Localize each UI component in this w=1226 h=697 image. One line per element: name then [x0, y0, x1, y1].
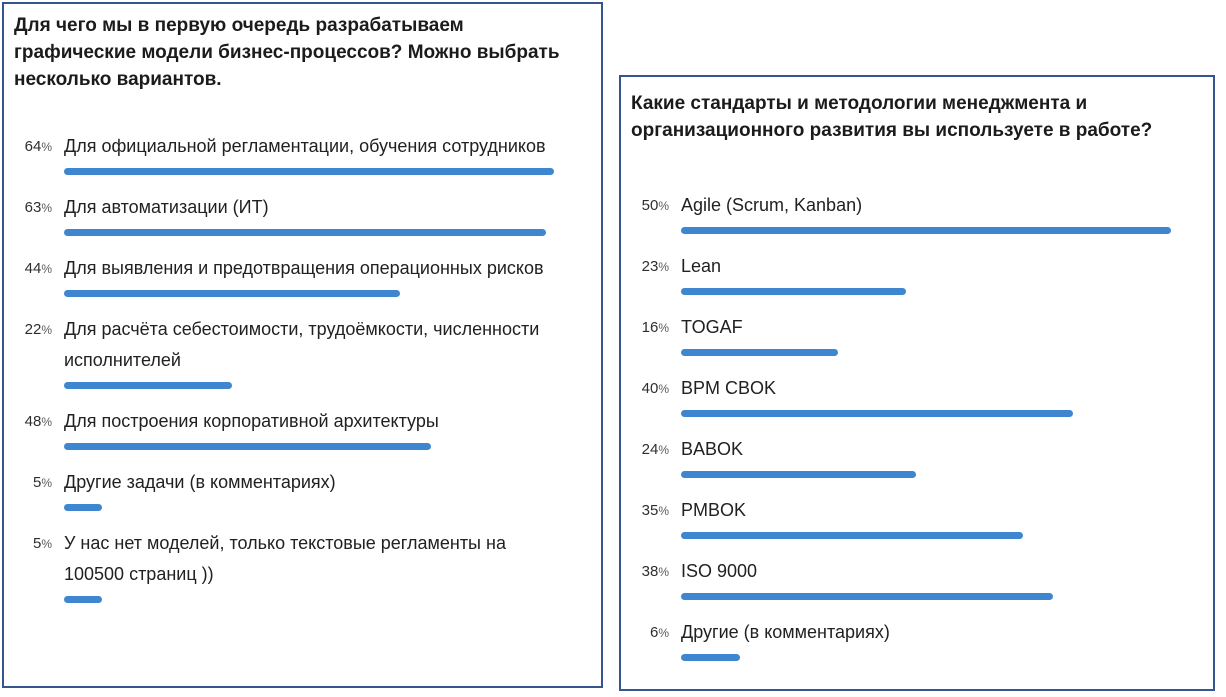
item-cell — [64, 406, 561, 450]
chart-item — [14, 131, 591, 175]
item-percent-label: 64% — [24, 138, 52, 155]
percent-sign: % — [658, 443, 669, 457]
item-label: ISO 9000 — [681, 561, 758, 581]
item-percent-label: 44% — [24, 260, 52, 277]
item-percent-label: 23% — [641, 258, 669, 275]
chart-title: Для чего мы в первую очередь разрабатываем графические модели бизнес-процессов? Можно выбрать несколько вариантов. — [14, 15, 560, 90]
chart-title: Какие стандарты и методологии менеджмента и организационного развития вы используете в работе? — [631, 93, 1153, 141]
chart-item — [14, 192, 591, 236]
chart-item — [631, 617, 1203, 661]
chart-item — [14, 314, 591, 389]
item-cell — [64, 131, 561, 175]
item-cell — [681, 434, 1178, 478]
item-cell — [64, 314, 561, 389]
item-value-bar — [64, 290, 400, 297]
item-value-bar — [681, 532, 1023, 539]
item-value-bar — [681, 227, 1171, 234]
percent-sign: % — [41, 140, 52, 154]
chart-item — [631, 434, 1203, 478]
item-label: Для официальной регламентации, обучения сотрудников — [64, 136, 546, 156]
percent-sign: % — [41, 262, 52, 276]
item-percent-label: 38% — [641, 563, 669, 580]
item-percent-label: 35% — [641, 502, 669, 519]
item-label: Для расчёта себестоимости, трудоёмкости, численности исполнителей — [64, 319, 540, 370]
item-cell — [681, 312, 1178, 356]
chart-item — [14, 528, 591, 603]
item-percent-label: 63% — [24, 199, 52, 216]
item-label: Для выявления и предотвращения операционных рисков — [64, 258, 544, 278]
item-label: Для автоматизации (ИТ) — [64, 197, 269, 217]
item-cell — [681, 556, 1178, 600]
percent-sign: % — [658, 382, 669, 396]
item-cell — [64, 528, 561, 603]
item-cell — [681, 190, 1178, 234]
item-cell — [681, 251, 1178, 295]
chart-item — [14, 406, 591, 450]
item-value-bar — [64, 504, 102, 511]
item-cell — [64, 467, 561, 511]
item-label: Другие (в комментариях) — [681, 622, 890, 642]
chart-item — [631, 190, 1203, 234]
item-percent-label: 6% — [649, 624, 669, 641]
item-value-bar — [681, 593, 1053, 600]
percent-sign: % — [41, 476, 52, 490]
chart-panel-standards — [619, 75, 1215, 691]
item-value-bar — [64, 443, 431, 450]
item-label: Для построения корпоративной архитектуры — [64, 411, 439, 431]
chart-item — [631, 495, 1203, 539]
item-value-bar — [681, 471, 916, 478]
item-cell — [64, 253, 561, 297]
percent-sign: % — [41, 537, 52, 551]
chart-item — [14, 467, 591, 511]
item-value-bar — [64, 596, 102, 603]
item-value-bar — [64, 168, 554, 175]
item-percent-label: 40% — [641, 380, 669, 397]
chart-items — [631, 190, 1203, 661]
chart-item — [14, 253, 591, 297]
percent-sign: % — [658, 199, 669, 213]
item-label: У нас нет моделей, только текстовые регламенты на 100500 страниц )) — [64, 533, 506, 584]
item-value-bar — [64, 382, 232, 389]
item-percent-label: 5% — [32, 474, 52, 491]
chart-items — [14, 131, 591, 603]
percent-sign: % — [658, 565, 669, 579]
item-cell — [681, 495, 1178, 539]
percent-sign: % — [41, 201, 52, 215]
item-label: PMBOK — [681, 500, 747, 520]
item-percent-label: 5% — [32, 535, 52, 552]
chart-item — [631, 251, 1203, 295]
item-percent-label: 50% — [641, 197, 669, 214]
item-value-bar — [681, 410, 1073, 417]
item-percent-label: 48% — [24, 413, 52, 430]
percent-sign: % — [41, 415, 52, 429]
chart-panel-model-goals — [2, 2, 603, 688]
item-percent-label: 16% — [641, 319, 669, 336]
item-value-bar — [681, 349, 838, 356]
item-label: BPM CBOK — [681, 378, 777, 398]
item-value-bar — [681, 288, 906, 295]
item-label: Другие задачи (в комментариях) — [64, 472, 336, 492]
chart-item — [631, 373, 1203, 417]
percent-sign: % — [658, 626, 669, 640]
item-label: Lean — [681, 256, 722, 276]
item-value-bar — [681, 654, 740, 661]
percent-sign: % — [658, 504, 669, 518]
item-label: TOGAF — [681, 317, 743, 337]
item-label: BABOK — [681, 439, 744, 459]
item-percent-label: 22% — [24, 321, 52, 338]
item-label: Agile (Scrum, Kanban) — [681, 195, 863, 215]
item-cell — [64, 192, 561, 236]
item-percent-label: 24% — [641, 441, 669, 458]
item-cell — [681, 373, 1178, 417]
item-cell — [681, 617, 1178, 661]
percent-sign: % — [658, 321, 669, 335]
percent-sign: % — [658, 260, 669, 274]
percent-sign: % — [41, 323, 52, 337]
chart-item — [631, 556, 1203, 600]
item-value-bar — [64, 229, 546, 236]
chart-item — [631, 312, 1203, 356]
